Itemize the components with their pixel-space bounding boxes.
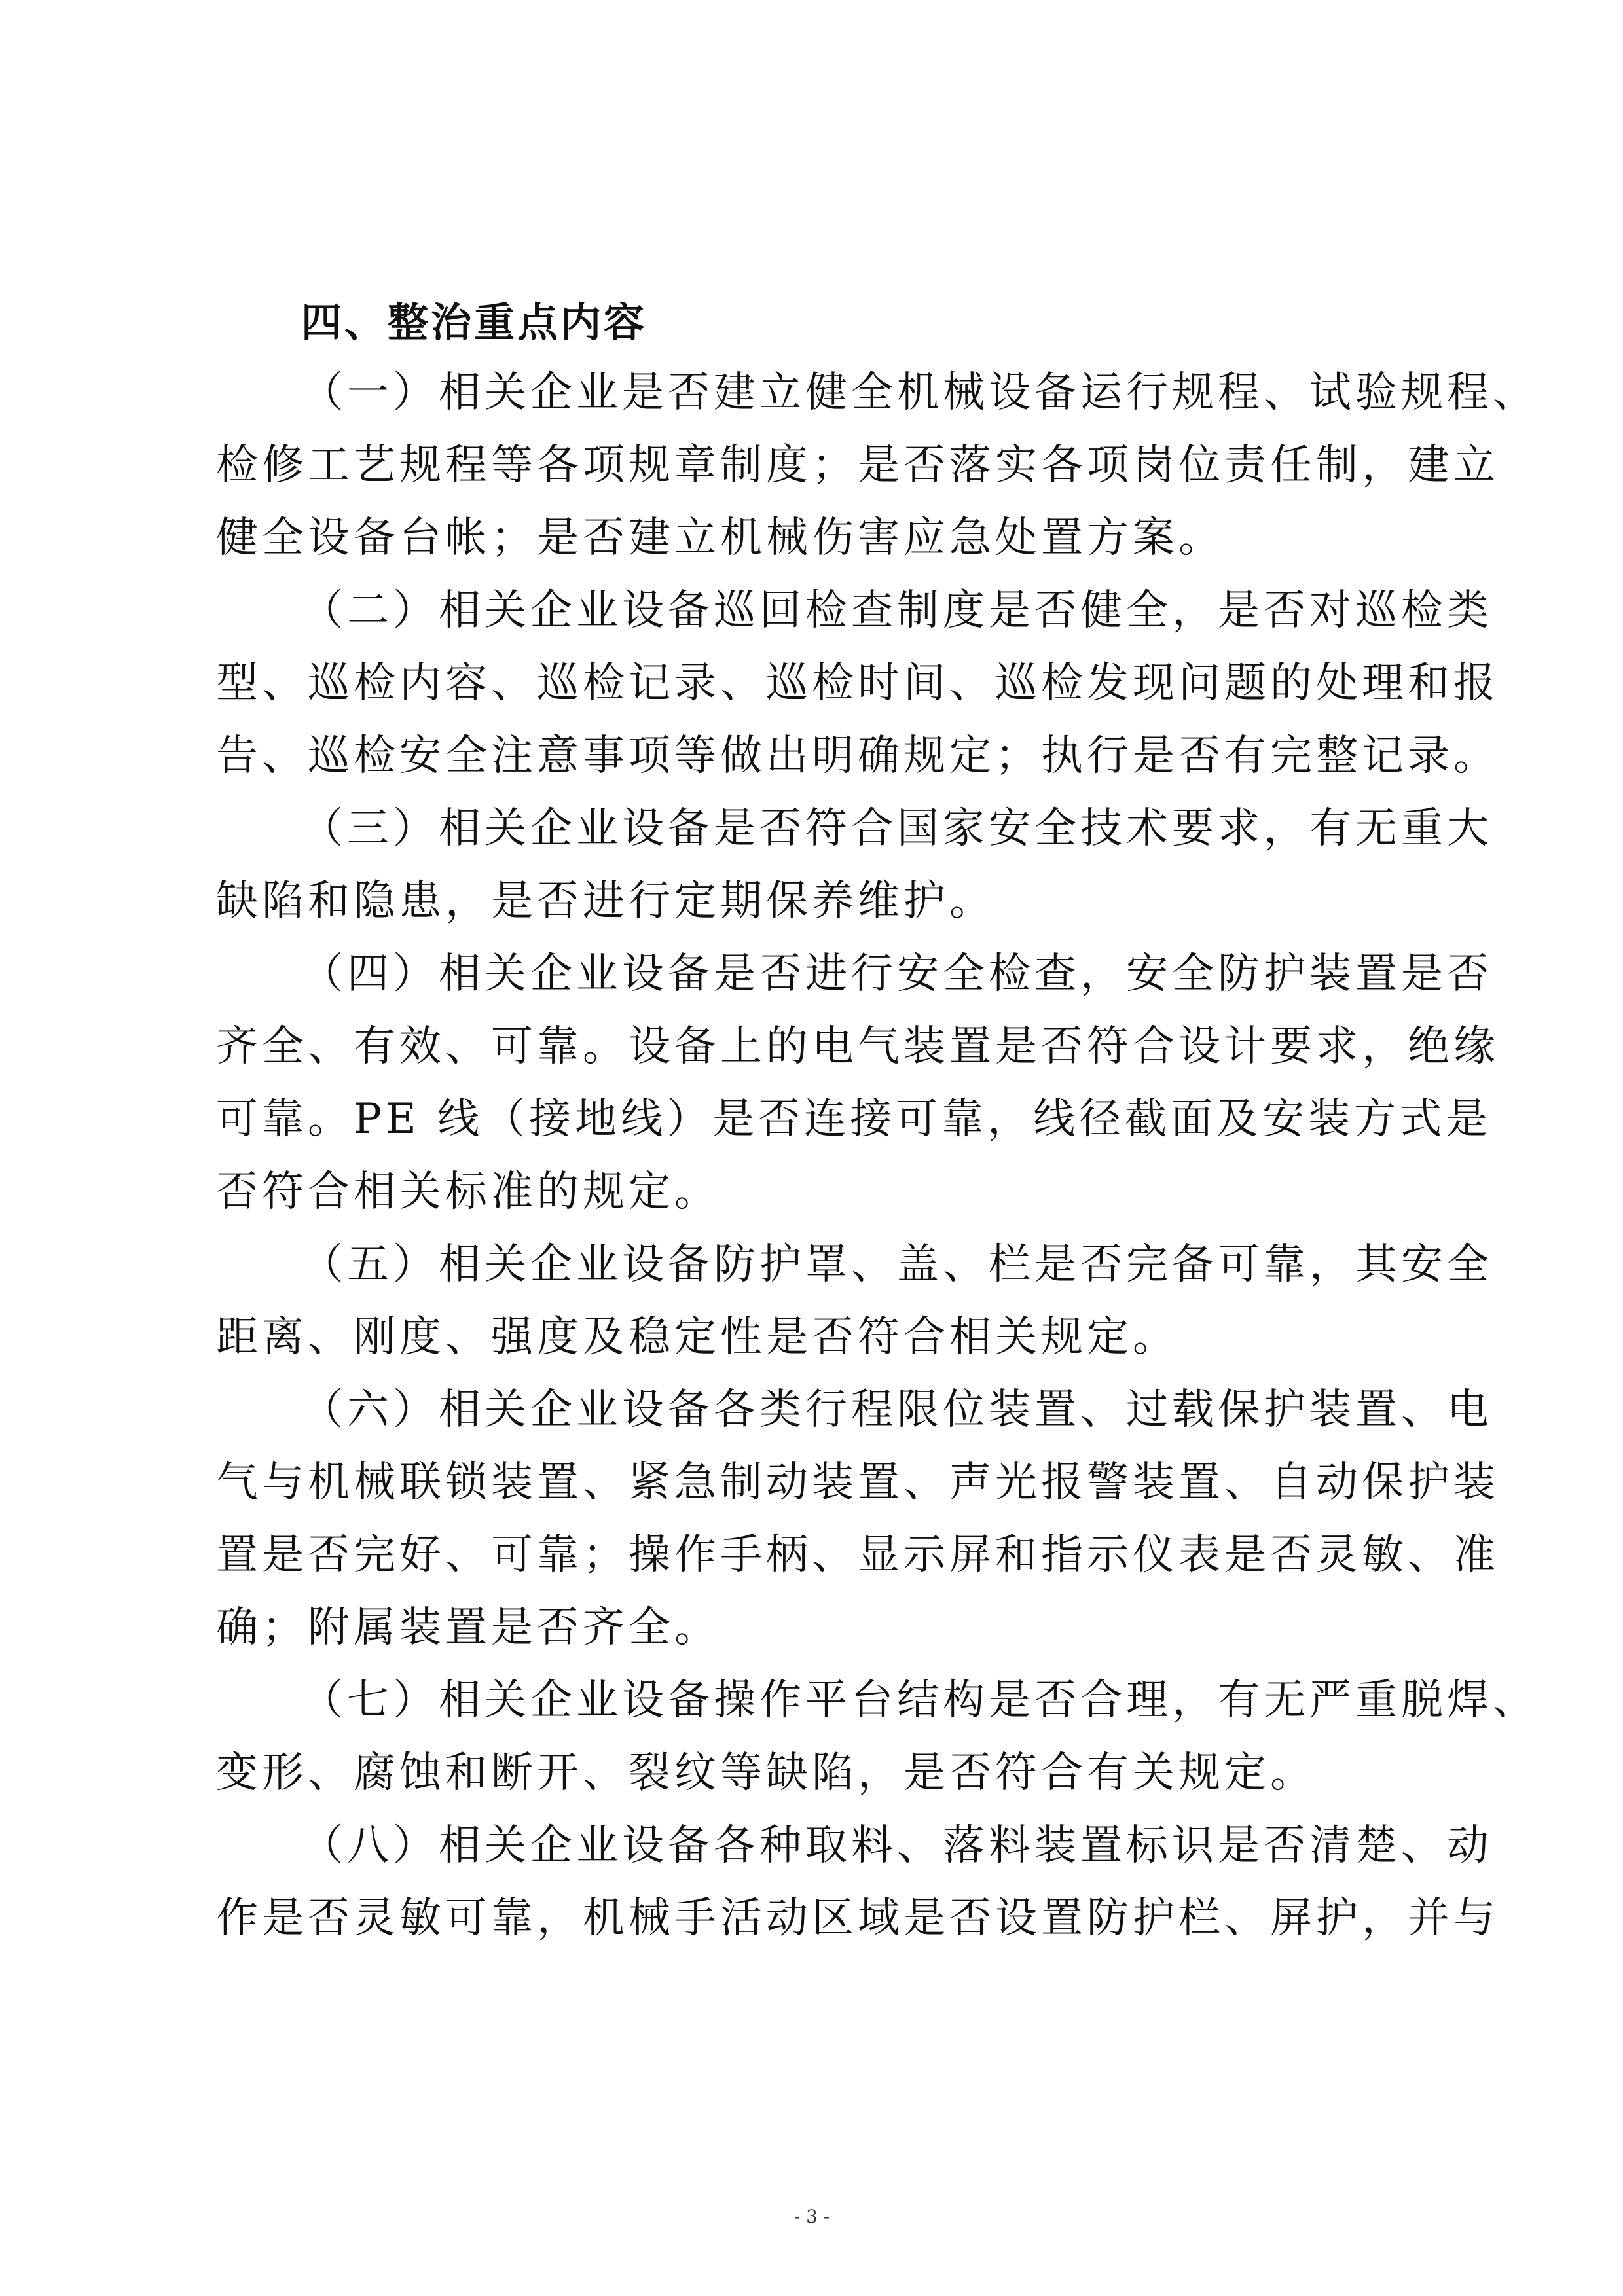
- paragraph-5-line-2: 距离、刚度、强度及稳定性是否符合相关规定。: [216, 1313, 1178, 1361]
- paragraph-8-line-1: （八）相关企业设备各种取料、落料装置标识是否清楚、动: [301, 1821, 1493, 1870]
- paragraph-7-line-2: 变形、腐蚀和断开、裂纹等缺陷，是否符合有关规定。: [216, 1749, 1316, 1797]
- paragraph-6-line-3: 置是否完好、可靠；操作手柄、显示屏和指示仪表是否灵敏、准: [216, 1531, 1499, 1579]
- paragraph-6-line-1: （六）相关企业设备各类行程限位装置、过载保护装置、电: [301, 1386, 1493, 1434]
- paragraph-1-line-2: 检修工艺规程等各项规章制度；是否落实各项岗位责任制，建立: [216, 441, 1499, 490]
- paragraph-2-line-1: （二）相关企业设备巡回检查制度是否健全，是否对巡检类: [301, 586, 1493, 635]
- paragraph-5-line-1: （五）相关企业设备防护罩、盖、栏是否完备可靠，其安全: [301, 1240, 1493, 1289]
- paragraph-1-line-3: 健全设备台帐；是否建立机械伤害应急处置方案。: [216, 514, 1224, 562]
- paragraph-6-line-4: 确；附属装置是否齐全。: [216, 1604, 720, 1652]
- paragraph-6-line-2: 气与机械联锁装置、紧急制动装置、声光报警装置、自动保护装: [216, 1458, 1499, 1507]
- paragraph-2-line-2: 型、巡检内容、巡检记录、巡检时间、巡检发现问题的处理和报: [216, 659, 1499, 708]
- paragraph-1-line-1: （一）相关企业是否建立健全机械设备运行规程、试验规程、: [301, 368, 1539, 417]
- paragraph-3-line-1: （三）相关企业设备是否符合国家安全技术要求，有无重大: [301, 804, 1493, 853]
- section-heading: 四、整治重点内容: [301, 298, 647, 346]
- paragraph-3-line-2: 缺陷和隐患，是否进行定期保养维护。: [216, 877, 995, 925]
- paragraph-2-line-3: 告、巡检安全注意事项等做出明确规定；执行是否有完整记录。: [216, 732, 1499, 780]
- paragraph-7-line-1: （七）相关企业设备操作平台结构是否合理，有无严重脱焊、: [301, 1676, 1539, 1725]
- paragraph-4-line-1: （四）相关企业设备是否进行安全检查，安全防护装置是否: [301, 950, 1493, 998]
- paragraph-4-line-4: 否符合相关标准的规定。: [216, 1168, 720, 1216]
- page-number: - 3 -: [793, 2206, 830, 2227]
- paragraph-4-line-2: 齐全、有效、可靠。设备上的电气装置是否符合设计要求，绝缘: [216, 1022, 1499, 1071]
- paragraph-8-line-2: 作是否灵敏可靠，机械手活动区域是否设置防护栏、屏护，并与: [216, 1894, 1499, 1943]
- paragraph-4-line-3: 可靠。PE 线（接地线）是否连接可靠，线径截面及安装方式是: [216, 1095, 1492, 1143]
